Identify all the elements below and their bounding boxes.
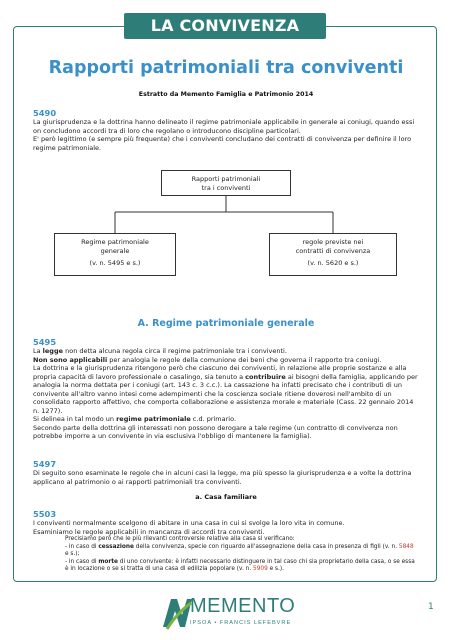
- text-run: Si delinea in tal modo un: [33, 415, 117, 423]
- text-run: c.d. primario.: [190, 415, 237, 423]
- diagram-box-general: [54, 233, 176, 276]
- paragraph-number: 5497: [33, 459, 57, 469]
- paragraph-text: [33, 415, 419, 424]
- diagram-box-root: [161, 170, 291, 196]
- paragraph-number: 5495: [33, 337, 57, 347]
- text-run: per analogia le regole della comunione dei beni che governa il rapporto tra coniugi.: [107, 355, 382, 364]
- diagram-box-line: tra i conviventi: [201, 183, 251, 192]
- text-run: ai bisogni della famiglia, applicando per analogia la norma dettata per i coniugi (art. 143 c. 3 c.c.). La cassazione ha infatti precisato che i contributi di un convivente all'altro vanno intesi come adempimenti che la coscienza sociale ritiene doverosi nell'ambito di un consolidato rapporto affettivo, che comporta collaborazione e assistenza morale e materiale (Cass. 22 gennaio 2014 n. 1277).: [33, 372, 418, 415]
- bold-term: cessazione: [98, 543, 134, 550]
- diagram-box-contracts: [269, 233, 397, 276]
- paragraph-text: E' però legittimo (e sempre più frequente) che i conviventi concludano dei contratti di convivenza per definire il loro regime patrimoniale.: [33, 135, 412, 152]
- paragraph-text: Secondo parte della dottrina gli interessati non possono derogare a tale regime (un contratto di convivenza non potrebbe imporre a un convivente in via esclusiva l'obbligo di mantenere la famiglia).: [33, 423, 398, 440]
- diagram-box-line: generale: [100, 246, 130, 255]
- text-run: La: [33, 347, 43, 355]
- paragraph-5497: [33, 459, 419, 486]
- text-run: e s.);: [65, 551, 80, 558]
- paragraph-text: Precisiamo però che le più rilevanti controversie relative alla casa si verificano:: [65, 536, 295, 542]
- bold-term: contribuire: [245, 372, 286, 381]
- logo-tagline: IPSOA • FRANCIS LEFEBVRE: [190, 620, 292, 626]
- cross-reference-link[interactable]: 5909: [253, 566, 268, 573]
- text-run: non detta alcuna regola circa il regime patrimoniale tra i conviventi.: [63, 347, 287, 355]
- paragraph-5495: [33, 337, 419, 441]
- bold-term: regime patrimoniale: [116, 415, 191, 423]
- paragraph-number: 5490: [33, 108, 57, 118]
- text-run: - in caso di: [65, 558, 99, 565]
- paragraph-text: Esaminiamo le regole applicabili in mancanza di accordi tra conviventi.: [33, 527, 265, 536]
- bullet-item: [65, 559, 419, 574]
- paragraph-text: I conviventi normalmente scelgono di abitare in una casa in cui si svolge la loro vita in comune.: [33, 519, 345, 527]
- logo-wordmark: MEMENTO: [190, 595, 296, 617]
- paragraph-text: [33, 364, 419, 415]
- bullet-item: [65, 544, 419, 559]
- page-subtitle: Estratto da Memento Famiglia e Patrimonio 2014: [138, 91, 314, 98]
- diagram-box-reference: (v. n. 5620 e s.): [307, 259, 359, 267]
- diagram-box-line: Rapporti patrimoniali: [191, 175, 261, 183]
- text-run: di uno convivente: è infatti necessario distinguere in tal caso chi sia proprietario della casa, o se essa è in locazione o se si tratta di una casa di edilizia popolare (v. n.: [65, 558, 415, 573]
- section-heading: A. Regime patrimoniale generale: [137, 318, 315, 329]
- paragraph-text: La giurisprudenza e la dottrina hanno delineato il regime patrimoniale applicabile in generale ai coniugi, quando essi on concludono accordi tra di loro che regolano o introducono discipline particolari.: [33, 118, 415, 135]
- diagram-box-line: regole previste nei: [302, 238, 364, 246]
- subsection-heading: a. Casa familiare: [195, 493, 257, 501]
- bold-term: morte: [98, 558, 118, 565]
- cross-reference-link[interactable]: 5848: [398, 543, 414, 550]
- text-run: e s.).: [267, 566, 285, 573]
- bold-term: Non sono applicabili: [33, 355, 108, 364]
- bold-term: legge: [42, 347, 64, 355]
- diagram-box-line: Regime patrimoniale: [81, 238, 149, 246]
- paragraph-text: Di seguito sono esaminate le regole che in alcuni casi la legge, ma più spesso la giurisprudenza e a volte la dottrina applicano al patrimonio o ai rapporti patrimoniali tra conviventi.: [33, 469, 412, 486]
- text-run: della convivenza, specie con riguardo all'assegnazione della casa in presenza di figli (v. n.: [133, 543, 399, 550]
- paragraph-number: 5503: [33, 509, 57, 519]
- paragraph-text: [33, 356, 419, 365]
- text-run: - in caso di: [65, 543, 99, 550]
- indented-block: [33, 536, 419, 574]
- text-run: La dottrina e la giurisprudenza ritengono però che ciascuno dei conviventi, in relazione alle proprie sostanze e alla propria capacità di lavoro professionale o casalingo, sia tenuto a: [33, 364, 407, 381]
- header-banner: LA CONVIVENZA: [124, 13, 326, 39]
- diagram-box-line: contratti di convivenza: [295, 246, 371, 255]
- page-number: 1: [428, 602, 434, 612]
- paragraph-text: [33, 347, 419, 356]
- diagram-box-reference: (v. n. 5495 e s.): [89, 259, 141, 267]
- paragraph-5503: [33, 509, 419, 574]
- page-title: Rapporti patrimoniali tra conviventi: [48, 58, 404, 78]
